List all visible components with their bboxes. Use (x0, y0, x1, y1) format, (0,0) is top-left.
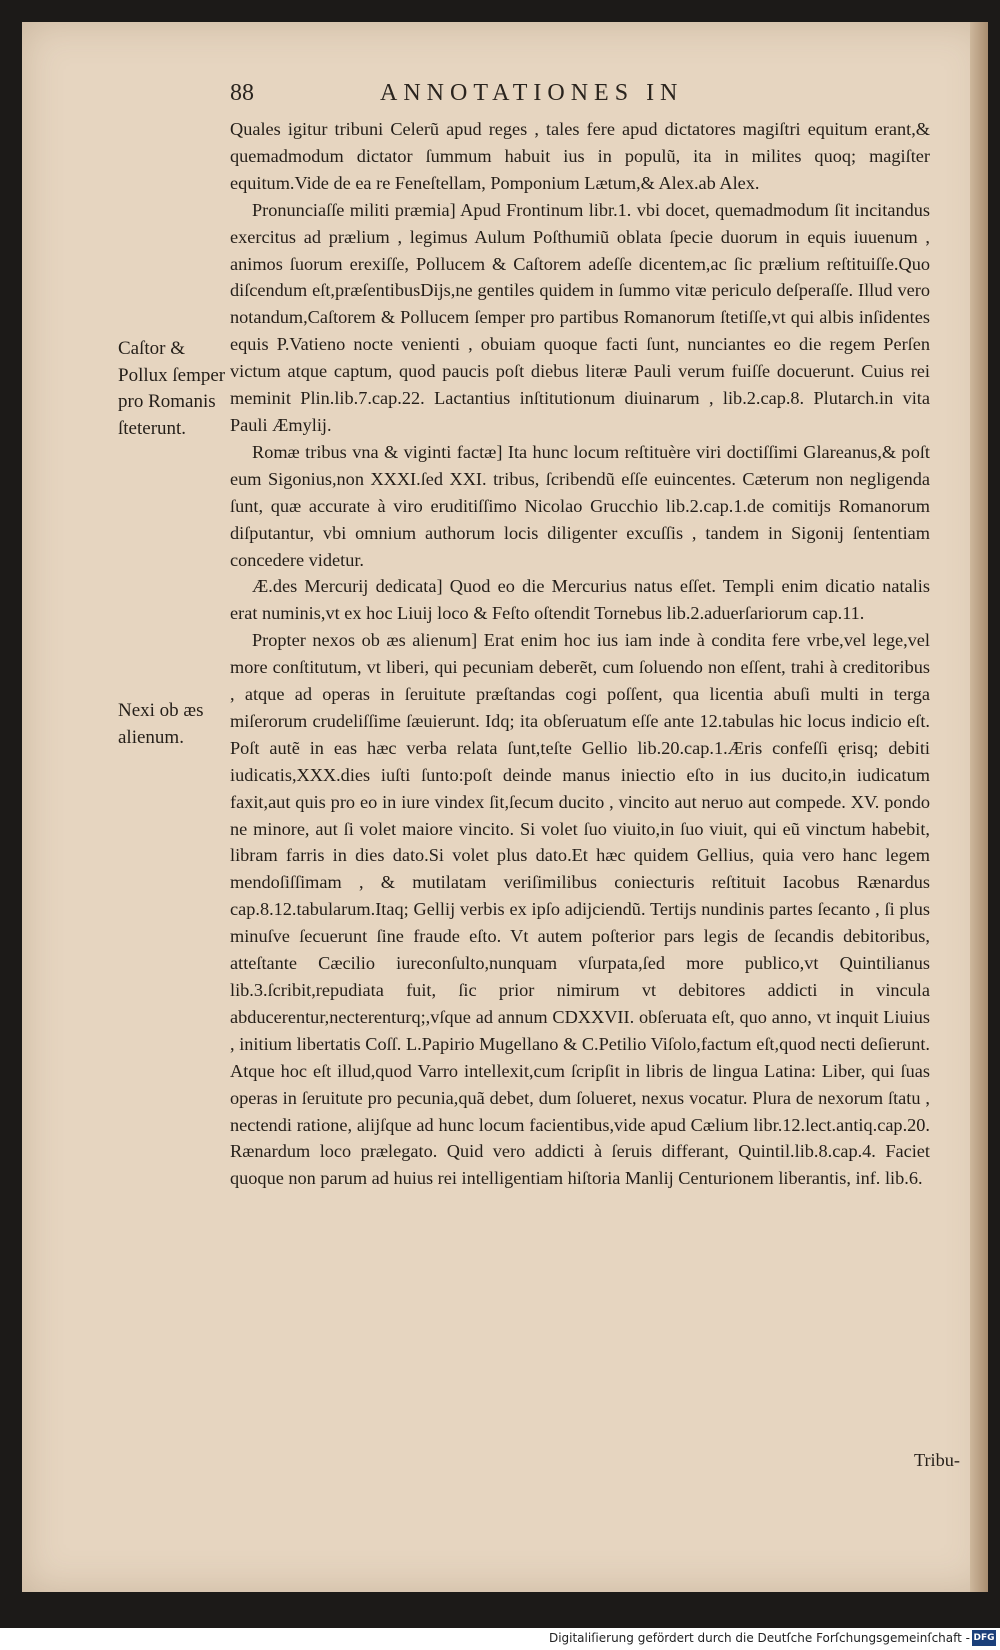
catchword: Tribu- (913, 1450, 960, 1470)
page-number: 88 (230, 80, 254, 106)
dfg-logo: DFG (972, 1630, 996, 1646)
marginal-note-castor-pollux: Caſtor & Pollux ſemper pro Romanis ſteterunt. (118, 338, 226, 439)
footer-credit: Digitaliſierung gefördert durch die Deutſche Forſchungsgemeinſchaft - (548, 1631, 970, 1645)
running-title: ANNOTATIONES IN (380, 80, 684, 106)
page-edge (970, 22, 988, 1592)
paragraph-2: Pronunciaſſe militi præmia] Apud Frontinum libr.1. vbi docet, quemadmodum ſit incitandus exercitus ad prælium , legimus Aulum Poſthumiũ oblata ſpecie duorum in equis iuuenum , animos ſuorum erexiſſe, Pollucem & Caſtorem adeſſe dicentem,ac ſic prælium reſtituiſſe.Quo diſcendum eſt,præſentibusDijs,ne gentiles quidem in ſummo vitæ periculo deſperaſſe. Illud vero notandum,Caſtorem & Pollucem ſemper pro partibus Romanorum ſtetiſſe,vt qui albis inſidentes equis P.Vatieno nocte venienti , obuiam quoque facti ſunt, nunciantes eo die regem Perſen victum atque captum, quod paucis poſt diebus literæ Pauli verum fuiſſe docuerunt. Cuius rei meminit Plin.lib.7.cap.22. Lactantius inſtitutionum diuinarum , lib.2.cap.8. Plutarch.in vita Pauli Æmylij. (230, 199, 930, 435)
running-head (230, 80, 850, 110)
paragraph-1: Quales igitur tribuni Celerũ apud reges , tales fere apud dictatores magiſtri equitum erant,& quemadmodum dictator ſummum habuit ius in populũ, ita in milites quoq; magiſter equitum.Vide de ea re Feneſtellam, Pomponium Lætum,& Alex.ab Alex. (230, 119, 930, 193)
paragraph-5: Propter nexos ob æs alienum] Erat enim hoc ius iam inde à condita fere vrbe,vel lege,vel more conſtitutum, vt liberi, qui pecuniam deberẽt, cum ſoluendo non eſſent, trahi à creditoribus , atque ad operas in ſeruitute præſtandas cogi poſſent, qua licentia abuſi multi in terga miſerorum crudeliſſime ſæuierunt. Idq; ita obſeruatum eſſe ante 12.tabulas hic locus indicio eſt. Poſt autẽ in eas hæc verba relata ſunt,teſte Gellio lib.20.cap.1.Æris confeſſi ęrisq; debiti iudicatis,XXX.dies iuſti ſunto:poſt deinde manus iniectio eſto in ius ducito,in iudicatum faxit,aut quis pro eo in iure vindex ſit,ſecum ducito , vincito aut neruo aut compede. XV. pondo ne minore, aut ſi volet maiore vincito. Si volet ſuo viuito,in ſuo viuit, qui eũ vinctum habebit, libram farris in dies dato.Si volet plus dato.Et hæc quidem Gellius, quia vero hanc legem mendoſiſſimam , & mutilatam veriſimilibus coniecturis reſtituit Iacobus Rænardus cap.8.12.tabularum.Itaq; Gellij verbis ex ipſo adijciendũ. Tertijs nundinis partes ſecanto , ſi plus minuſve ſecuerunt ſine fraude eſto. Vt autem poſterior pars legis de ſecandis debitoribus, atteſtante Cæcilio iureconſulto,nunquam vſurpata,ſed more publico,vt Quintilianus lib.3.ſcribit,repudiata fuit, ſic prior nimirum vt debitores addicti in vincula abducerentur,necterenturq;,vſque ad annum CDXXVII. obſeruata eſt, quo anno, vt inquit Liuius , initium libertatis Coſſ. L.Papirio Mugellano & C.Petilio Viſolo,factum eſt,quod necti deſierunt. Atque hoc eſt illud,quod Varro intellexit,cum ſcripſit in libris de lingua Latina: Liber, qui ſuas operas in ſeruitute pro pecunia,quã debet, dum ſolueret, nexus vocatur. Plura de nexorum ſtatu , nectendi ratione, alijſque ad hunc locum facientibus,vide apud Cælium libr.12.lect.antiq.cap.20. Rænardum loco prælegato. Quid vero addicti à ſeruis differant, Quintil.lib.8.cap.4. Faciet quoque non parum ad huius rei intelligentiam hiſtoria Manlij Centurionem liberantis, inf. lib.6. (230, 630, 930, 1189)
body-text (230, 116, 930, 1192)
paragraph-4: Æ.des Mercurij dedicata] Quod eo die Mercurius natus eſſet. Templi enim dicatio natalis erat numinis,vt ex hoc Liuij loco & Feſto oſtendit Tornebus lib.2.aduerſariorum cap.11. (230, 576, 930, 624)
paragraph-3: Romæ tribus vna & viginti factæ] Ita hunc locum reſtituère viri doctiſſimi Glareanus,& poſt eum Sigonius,non XXXI.ſed XXI. tribus, ſcribendũ eſſe euincentes. Cæterum non negligenda ſunt, quæ accurate à viro eruditiſſimo Nicolao Grucchio lib.2.cap.1.de comitijs Romanorum diſputantur, vbi omnium authorum locis diligenter excuſſis , tandem in Sigonij ſententiam concedere videtur. (230, 441, 930, 570)
digitization-footer (0, 1628, 1000, 1650)
marginal-note-nexi: Nexi ob æs alienum. (118, 700, 204, 748)
